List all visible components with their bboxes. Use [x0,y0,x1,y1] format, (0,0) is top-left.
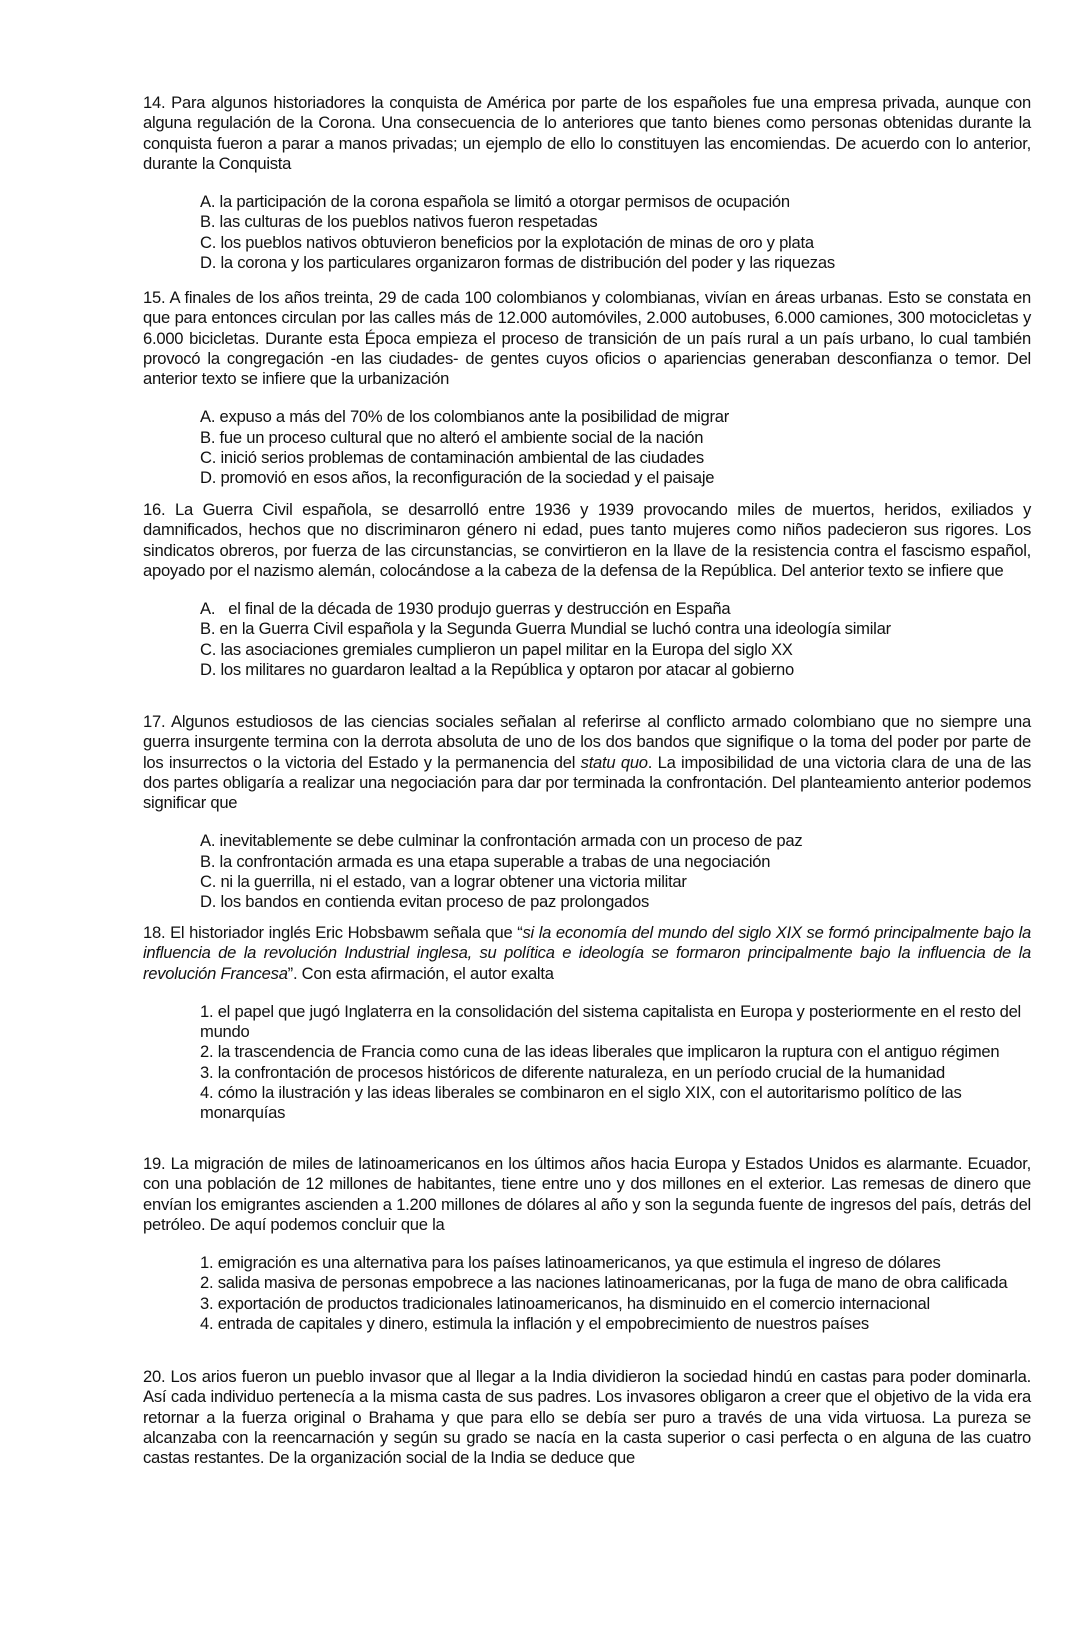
question-text: 17. Algunos estudiosos de las ciencias sociales señalan al referirse al conflicto armado colombiano que no siempre una guerra insurgente termina con la derrota absoluta de uno de los dos bandos que signifique o la toma del poder por parte de los insurrectos o la victoria del Estado y la permanencia del statu quo. La imposibilidad de una victoria clara de una de las dos partes obligaría a realizar una negociación para dar por terminada la confrontación. Del planteamiento anterior podemos significar que [143,712,1031,813]
option: 2. salida masiva de personas empobrece a las naciones latinoamericanas, por la fuga de mano de obra calificada [200,1273,1008,1293]
question-text: 20. Los arios fueron un pueblo invasor que al llegar a la India dividieron la sociedad hindú en castas para poder dominarla. Así cada individuo pertenecía a la misma casta de sus padres. Los invasores obligaron a creer que el objetivo de la vida era retornar a la fuerza original o Brahama y que para ello se debía ser puro a través de una vida virtuosa. La pureza se alcanzaba con la reencarnación y según su grado se nacía en la casta superior o casi perfecta o en alguna de las cuatro castas restantes. De la organización social de la India se deduce que [143,1367,1031,1468]
option: 3. exportación de productos tradicionales latinoamericanos, ha disminuido en el comercio internacional [200,1293,930,1313]
option: C. inició serios problemas de contaminación ambiental de las ciudades [200,448,704,468]
option: B. en la Guerra Civil española y la Segunda Guerra Mundial se luchó contra una ideología similar [200,619,891,639]
options-list [200,831,1031,912]
question-text: 15. A finales de los años treinta, 29 de cada 100 colombianos y colombianas, vivían en áreas urbanas. Esto se constata en que para entonces circulan por las calles más de 12.000 automóviles, 2.000 autobuses, 6.000 camiones, 300 motocicletas y 6.000 bicicletas. Durante esta Época empieza el proceso de transición de un país rural a un país urbano, lo cual también provocó la congregación -en las ciudades- de gentes cuyos oficios o apariencias generaban desconfianza o temor. Del anterior texto se infiere que la urbanización [143,288,1031,389]
question-text: 19. La migración de miles de latinoamericanos en los últimos años hacia Europa y Estados Unidos es alarmante. Ecuador, con una población de 12 millones de habitantes, tiene entre uno y dos millones en el exterior. Las remesas de dinero que envían los emigrantes ascienden a 1.200 millones de dólares al año y son la segunda fuente de ingresos del país, detrás del petróleo. De aquí podemos concluir que la [143,1154,1031,1234]
option: C. los pueblos nativos obtuvieron beneficios por la explotación de minas de oro y plata [200,232,814,252]
option: D. los militares no guardaron lealtad a la República y optaron por atacar al gobierno [200,660,794,680]
question-18 [143,923,1031,1124]
option: 4. cómo la ilustración y las ideas liberales se combinaron en el siglo XIX, con el autoritarismo político de las monarquías [200,1083,962,1123]
option: 3. la confrontación de procesos históricos de diferente naturaleza, en un período crucial de la humanidad [200,1062,945,1082]
option: A. expuso a más del 70% de los colombianos ante la posibilidad de migrar [200,407,729,427]
options-list [200,407,1031,488]
options-list [200,192,1031,273]
option: 4. entrada de capitales y dinero, estimula la inflación y el empobrecimiento de nuestros países [200,1314,869,1334]
option: D. la corona y los particulares organizaron formas de distribución del poder y las riquezas [200,253,835,273]
options-list [200,599,1031,680]
question-text: 16. La Guerra Civil española, se desarrolló entre 1936 y 1939 provocando miles de muertos, heridos, exiliados y damnificados, hechos que no discriminaron género ni edad, pues tanto mujeres como niños padecieron sus rigores. Los sindicatos obreros, por fuerza de las circunstancias, se convirtieron en la llave de la resistencia contra el fascismo español, apoyado por el nazismo alemán, colocándose a la cabeza de la defensa de la República. Del anterior texto se infiere que [143,500,1031,580]
options-list [200,1253,1031,1334]
question-text: 18. El historiador inglés Eric Hobsbawm señala que “si la economía del mundo del siglo XIX se formó principalmente bajo la influencia de la revolución Industrial inglesa, su política e ideología se formaron principalmente bajo la influencia de la revolución Francesa”. Con esta afirmación, el autor exalta [143,923,1031,983]
option: D. promovió en esos años, la reconfiguración de la sociedad y el paisaje [200,468,715,488]
options-list [200,1002,1031,1124]
option: B. fue un proceso cultural que no alteró el ambiente social de la nación [200,427,704,447]
option: C. ni la guerrilla, ni el estado, van a lograr obtener una victoria militar [200,872,687,892]
option: A. la participación de la corona española se limitó a otorgar permisos de ocupación [200,192,790,212]
option: 1. el papel que jugó Inglaterra en la consolidación del sistema capitalista en Europa y posteriormente en el resto del mundo [200,1001,1021,1042]
option: 2. la trascendencia de Francia como cuna de las ideas liberales que implicaron la ruptura con el antiguo régimen [200,1042,1000,1062]
option: A. el final de la década de 1930 produjo guerras y destrucción en España [200,599,731,619]
question-14 [143,93,1031,273]
question-17 [143,712,1031,913]
option: B. las culturas de los pueblos nativos fueron respetadas [200,212,598,232]
option: 1. emigración es una alternativa para los países latinoamericanos, ya que estimula el ingreso de dólares [200,1253,941,1273]
option: A. inevitablemente se debe culminar la confrontación armada con un proceso de paz [200,831,803,851]
question-15 [143,288,1031,489]
option: D. los bandos en contienda evitan proceso de paz prolongados [200,892,650,912]
option: C. las asociaciones gremiales cumplieron un papel militar en la Europa del siglo XX [200,639,793,659]
question-20 [143,1367,1031,1468]
option: B. la confrontación armada es una etapa superable a trabas de una negociación [200,851,771,871]
question-text: 14. Para algunos historiadores la conquista de América por parte de los españoles fue una empresa privada, aunque con alguna regulación de la Corona. Una consecuencia de lo anteriores que tanto bienes como personas obtenidas durante la conquista fueron a parar a manos privadas; un ejemplo de ello lo constituyen las encomiendas. De acuerdo con lo anterior, durante la Conquista [143,93,1031,173]
question-16 [143,500,1031,680]
question-19 [143,1154,1031,1334]
